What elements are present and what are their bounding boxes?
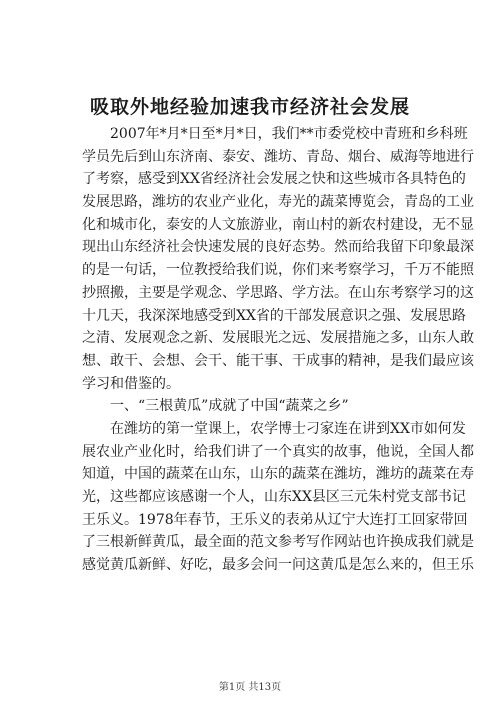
paragraph-line: 抄照搬，主要是学观念、学思路、学方法。在山东考察学习的这 [82,284,474,301]
paragraph-line: 十几天，我深深地感受到XX省的干部发展意识之强、发展思路 [82,307,466,324]
section-heading: 一、“三根黄瓜”成就了中国“蔬菜之乡” [110,398,349,415]
paragraph-line: 展农业产业化时，给我们讲了一个真实的故事，他说，全国人都 [82,443,474,460]
paragraph-line: 的是一句话，一位教授给我们说，你们来考察学习，千万不能照 [82,262,474,279]
document-body [82,123,474,577]
paragraph-line: 现出山东经济社会快速发展的良好态势。然而给我留下印象最深 [82,239,474,256]
paragraph-line: 学习和借鉴的。 [82,375,180,392]
paragraph-line: 2007年*月*日至*月*日，我们**市委党校中青班和乡科班 [110,126,468,142]
paragraph-line: 想、敢干、会想、会干、能干事、干成事的精神，是我们最应该 [82,352,474,369]
paragraph-line: 化和城市化，泰安的人文旅游业，南山村的新农村建设，无不显 [82,216,474,233]
paragraph-line: 了考察，感受到XX省经济社会发展之快和这些城市各具特色的 [82,171,466,188]
paragraph-line: 感觉黄瓜新鲜、好吃，最多会问一问这黄瓜是怎么来的，但王乐 [82,557,474,574]
paragraph-line: 王乐义。1978年春节，王乐义的表弟从辽宁大连打工回家带回 [82,511,468,528]
document-title: 吸取外地经验加速我市经济社会发展 [89,96,410,118]
paragraph-line: 了三根新鲜黄瓜，最全面的范文参考写作网站也许换成我们就是 [82,534,474,551]
paragraph-line: 光，这些都应该感谢一个人，山东XX县区三元朱村党支部书记 [82,489,466,505]
page-number-footer: 第1页 共13页 [218,682,282,693]
paragraph-line: 知道，中国的蔬菜在山东，山东的蔬菜在潍坊，潍坊的蔬菜在寿 [82,466,474,483]
paragraph-line: 在潍坊的第一堂课上，农学博士刁家连在讲到XX市如何发 [110,420,466,437]
paragraph-line: 之清、发展观念之新、发展眼光之远、发展措施之多，山东人敢 [82,330,474,347]
paragraph-line: 学员先后到山东济南、泰安、潍坊、青岛、烟台、威海等地进行 [82,148,474,165]
paragraph-line: 发展思路，潍坊的农业产业化，寿光的蔬菜博览会，青岛的工业 [82,194,474,211]
